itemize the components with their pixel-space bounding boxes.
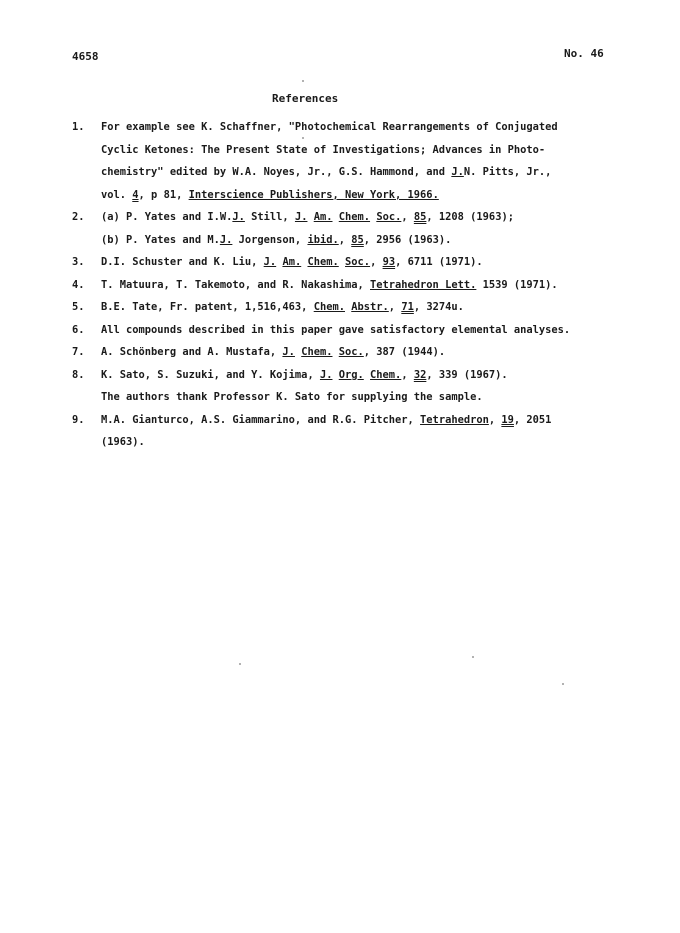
reference-line: K. Sato, S. Suzuki, and Y. Kojima, J. Org. Chem., 32, 339 (1967).	[101, 368, 508, 381]
reference-number: 9.	[72, 413, 85, 426]
reference-number: 3.	[72, 256, 85, 268]
underlined-text: 93	[382, 256, 396, 268]
underlined-text: J.	[451, 166, 464, 178]
underlined-text: ibid.	[307, 233, 339, 246]
reference-line: For example see K. Schaffner, "Photochemical Rearrangements of Conjugated	[101, 121, 558, 133]
scan-speck	[302, 137, 304, 139]
scan-speck	[472, 656, 474, 658]
page-number: 4658	[72, 50, 99, 63]
underlined-text: Org.	[338, 368, 364, 381]
references-list	[72, 116, 632, 454]
underlined-text: 71	[401, 301, 414, 313]
underlined-text: Tetrahedron Lett.	[370, 278, 477, 291]
underlined-text: J.	[263, 256, 277, 268]
reference-item	[72, 319, 632, 342]
underlined-text: Chem.	[338, 211, 371, 223]
underlined-text: Soc.	[376, 211, 402, 223]
reference-line: (1963).	[101, 436, 145, 448]
reference-number: 1.	[72, 121, 85, 133]
reference-item	[72, 364, 632, 409]
scan-speck	[239, 663, 241, 665]
underlined-text: Chem.	[313, 301, 345, 313]
reference-item	[72, 409, 632, 454]
issue-number: No. 46	[564, 47, 604, 60]
underlined-text: Interscience Publishers, New York, 1966.	[188, 188, 439, 201]
underlined-text: 32	[413, 368, 427, 381]
references-heading: References	[272, 92, 339, 105]
scan-speck	[562, 683, 564, 685]
underlined-text: Am.	[282, 256, 302, 268]
reference-item	[72, 116, 632, 206]
underlined-text: Soc.	[338, 346, 364, 358]
underlined-text: 85	[351, 233, 364, 246]
underlined-text: Chem.	[370, 368, 402, 381]
underlined-text: J.	[319, 368, 333, 381]
underlined-text: Tetrahedron	[420, 413, 489, 426]
underlined-text: 19	[501, 413, 514, 426]
underlined-text: J.	[219, 233, 233, 246]
reference-line: A. Schönberg and A. Mustafa, J. Chem. Soc., 387 (1944).	[101, 346, 446, 358]
reference-number: 7.	[72, 346, 85, 358]
underlined-text: 85	[413, 211, 427, 223]
reference-number: 8.	[72, 368, 85, 381]
reference-item	[72, 341, 632, 364]
reference-number: 2.	[72, 211, 85, 223]
underlined-text: J.	[294, 211, 308, 223]
scan-speck	[302, 80, 304, 82]
reference-line: B.E. Tate, Fr. patent, 1,516,463, Chem. Abstr., 71, 3274u.	[101, 301, 464, 313]
reference-item	[72, 206, 632, 251]
reference-line: Cyclic Ketones: The Present State of Investigations; Advances in Photo-	[101, 143, 546, 156]
underlined-text: Abstr.	[351, 301, 389, 313]
reference-line: All compounds described in this paper gave satisfactory elemental analyses.	[101, 323, 571, 336]
reference-line: M.A. Gianturco, A.S. Giammarino, and R.G. Pitcher, Tetrahedron, 19, 2051	[101, 413, 552, 426]
underlined-text: J.	[232, 211, 245, 223]
reference-number: 6.	[72, 323, 85, 336]
underlined-text: J.	[282, 346, 295, 358]
underlined-text: 4	[132, 188, 139, 201]
reference-item	[72, 251, 632, 274]
underlined-text: Soc.	[345, 256, 371, 268]
reference-line: T. Matuura, T. Takemoto, and R. Nakashima, Tetrahedron Lett. 1539 (1971).	[101, 278, 558, 291]
reference-line: D.I. Schuster and K. Liu, J. Am. Chem. Soc., 93, 6711 (1971).	[101, 256, 483, 268]
reference-number: 4.	[72, 278, 85, 291]
underlined-text: Chem.	[301, 346, 333, 358]
underlined-text: Chem.	[307, 256, 339, 268]
reference-line: (b) P. Yates and M.J. Jorgenson, ibid., 85, 2956 (1963).	[101, 233, 452, 246]
underlined-text: Am.	[313, 211, 333, 223]
reference-item	[72, 296, 632, 319]
reference-line: (a) P. Yates and I.W.J. Still, J. Am. Chem. Soc., 85, 1208 (1963);	[101, 211, 514, 223]
reference-line: chemistry" edited by W.A. Noyes, Jr., G.S. Hammond, and J.N. Pitts, Jr.,	[101, 166, 552, 178]
reference-line: vol. 4, p 81, Interscience Publishers, New York, 1966.	[101, 188, 439, 201]
reference-line: The authors thank Professor K. Sato for supplying the sample.	[101, 391, 483, 403]
reference-item	[72, 274, 632, 297]
reference-number: 5.	[72, 301, 85, 313]
